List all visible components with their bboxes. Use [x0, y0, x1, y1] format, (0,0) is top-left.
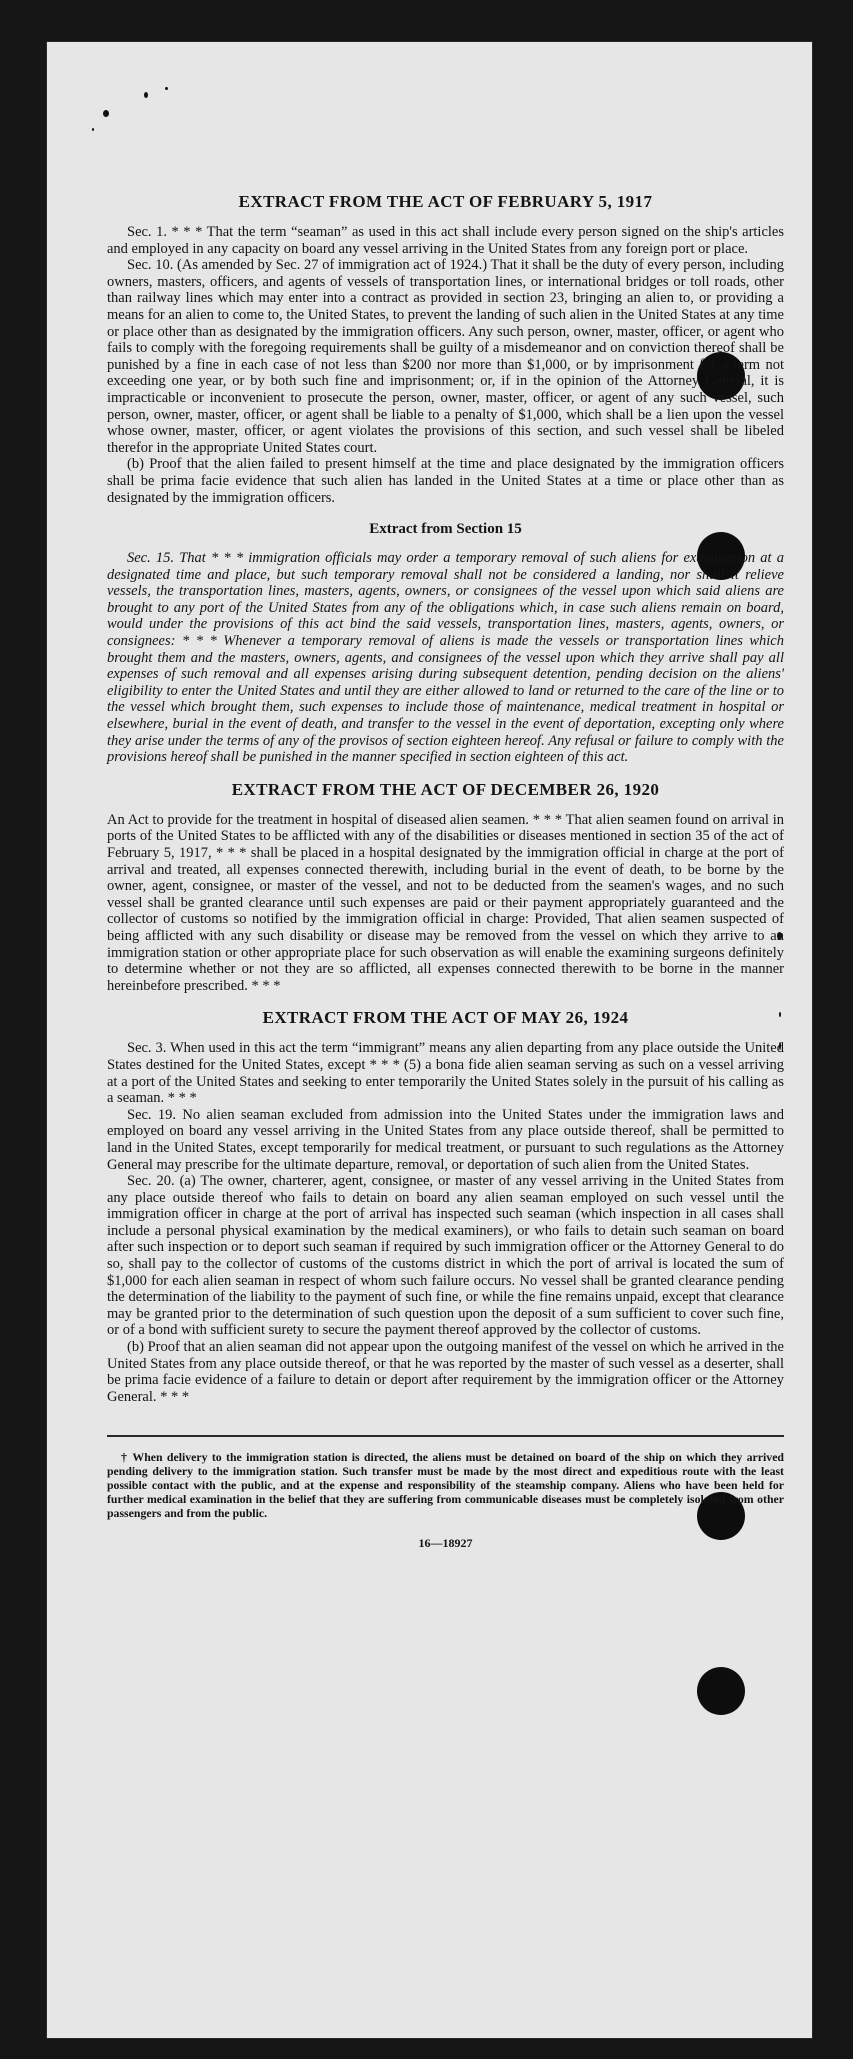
- speck: [92, 128, 94, 131]
- section-title-may-1924: EXTRACT FROM THE ACT OF MAY 26, 1924: [262, 1008, 629, 1028]
- section-title-feb-1917: EXTRACT FROM THE ACT OF FEBRUARY 5, 1917: [238, 192, 653, 211]
- punch-hole: [697, 1667, 745, 1715]
- paragraph-sec-15: Sec. 15. That * * * immigration officials may order a temporary removal of such aliens for examination at a designated time and place, but such temporary removal shall not be considered a landing, nor shall it relieve vessels, the transportation lines, masters, agents, owners, or consignees of the vessel upon which said aliens are brought to any port of the United States from any of the obligations which, in case such aliens remain on board, would under the provisions of this act bind the said vessels, transportation lines, masters, agents, owners, or consignees: * * * Whenever a temporary removal of aliens is made the vessels or transportation lines which brought them and the masters, owners, agents, and consignees of the vessel upon which they arrive shall pay all expenses of such removal and all expenses arising during subsequent detention, pending decision on the aliens' eligibility to enter the United States and until they are either allowed to land or returned to the care of the line or to the vessel which brought them, such expenses to include those of maintenance, medical treatment in hospital or elsewhere, burial in the event of death, and transfer to the vessel in the event of deportation, excepting only where they arise under the terms of any of the provisos of section eighteen hereof. Any refusal or failure to comply with the provisions hereof shall be punished in the manner specified in section eighteen of this act.: [107, 550, 784, 766]
- paragraph-sec-19: Sec. 19. No alien seaman excluded from admission into the United States under the immigration laws and employed on board any vessel arriving in the United States from any place outside thereof, shall be permitted to land in the United States, except temporarily for medical treatment, or pursuant to such regulations as the Attorney General may prescribe for the ultimate departure, removal, or deportation of such alien from the United States.: [107, 1106, 784, 1173]
- speck: [144, 92, 148, 98]
- document-page: [47, 42, 812, 2038]
- paragraph-sec-20-b: (b) Proof that an alien seaman did not appear upon the outgoing manifest of the vessel on which he arrived in the United States from any place outside thereof, or that he was reported by the master of such vessel as a deserter, shall be prima facie evidence of a failure to detain or deport after requirement by the immigration officer or the Attorney General. * * *: [107, 1339, 784, 1405]
- footnote-text: † When delivery to the immigration station is directed, the aliens must be detained on board of the ship on which they arrived pending delivery to the immigration station. Such transfer must be made by the most direct and expeditious route with the least possible contact with the public, and at the expense and responsibility of the steamship company. Aliens who have been held for further medical examination in the belief that they are suffering from communicable diseases must be completely isolated from other passengers and from the public.: [107, 1450, 784, 1520]
- paragraph-act-dec-1920: An Act to provide for the treatment in hospital of diseased alien seamen. * * * That alien seamen found on arrival in ports of the United States to be afflicted with any of the disabilities or diseases mentioned in section 35 of the act of February 5, 1917, * * * shall be placed in a hospital designated by the immigration official in charge at the port of arrival and treated, all expenses connected therewith, including burial in the event of death, to be borne by the owner, agent, consignee, or master of the vessel, and not to be deducted from the seamen's wages, and no such vessel shall be granted clearance until such expenses are paid or their payment appropriately guaranteed and the collector of customs so notified by the immigration official in charge: Provided, That alien seamen suspected of being afflicted with any such disability or disease may be removed from the vessel on which they arrive to an immigration station or other appropriate place for such observation as will enable the examining surgeons definitely to determine whether or not they are so afflicted, all expenses connected therewith to be borne in the manner hereinbefore prescribed. * * *: [107, 811, 784, 994]
- page-identifier: 16—18927: [418, 1536, 473, 1551]
- paragraph-sec-1: Sec. 1. * * * That the term “seaman” as used in this act shall include every person signed on the ship's articles and employed in any capacity on board any vessel arriving in the United States from any foreign port or place.: [107, 224, 784, 257]
- section-title-dec-1920: EXTRACT FROM THE ACT OF DECEMBER 26, 1920: [231, 779, 660, 799]
- footnote: [107, 1451, 784, 1520]
- speck: [103, 110, 109, 117]
- paragraph-sec-3: Sec. 3. When used in this act the term “immigrant” means any alien departing from any place outside the United States destined for the United States, except * * * (5) a bona fide alien seaman serving as such on a vessel arriving at a port of the United States and seeking to enter temporarily the United States solely in the pursuit of his calling as a seaman. * * *: [107, 1040, 784, 1107]
- document-body: [107, 192, 784, 1551]
- footnote-divider: [107, 1435, 784, 1437]
- speck: [165, 87, 168, 90]
- paragraph-sec-20-a: Sec. 20. (a) The owner, charterer, agent, consignee, or master of any vessel arriving in the United States from any place outside thereof who fails to detain on board any alien seaman employed on such vessel until the immigration officer in charge at the port of arrival has inspected such seaman (which inspection in all cases shall include a personal physical examination by the medical examiners), or who fails to detain such seaman on board after such inspection or to deport such seaman if required by such immigration officer or the Attorney General to do so, shall pay to the collector of customs of the customs district in which the port of arrival is located the sum of $1,000 for each alien seaman in respect of whom such failure occurs. No vessel shall be granted clearance pending the determination of the liability to the payment of such fine, or while the fine remains unpaid, except that clearance may be granted prior to the determination of such question upon the deposit of a sum sufficient to cover such fine, or of a bond with sufficient surety to secure the payment thereof approved by the collector of customs.: [107, 1173, 784, 1339]
- paragraph-sec-10: Sec. 10. (As amended by Sec. 27 of immigration act of 1924.) That it shall be the duty of every person, including owners, masters, officers, and agents of vessels of transportation lines, or international bridges or toll roads, other than railway lines which may enter into a contract as provided in section 23, bringing an alien to, or providing a means for an alien to come to, the United States, to prevent the landing of such alien in the United States at any time or place other than as designated by the immigration officers. Any such person, owner, master, officer, or agent who fails to comply with the foregoing requirements shall be guilty of a misdemeanor and on conviction thereof shall be punished by a fine in each case of not less than $200 nor more than $1,000, or by imprisonment for a term not exceeding one year, or by both such fine and imprisonment; or, if in the opinion of the Attorney General, it is impracticable or inconvenient to prosecute the person, owner, master, officer, or agent of any such vessel, such person, owner, master, officer, or agent shall be liable to a penalty of $1,000, which shall be a lien upon the vessel whose owner, master, officer, or agent violates the provisions of this section, and such vessel shall be libeled therefor in the appropriate United States court.: [107, 257, 784, 456]
- paragraph-sec-10-b: (b) Proof that the alien failed to present himself at the time and place designated by the immigration officers shall be prima facie evidence that such alien has landed in the United States at a time or place other than as designated by the immigration officers.: [107, 456, 784, 506]
- subsection-title-sec-15: Extract from Section 15: [369, 521, 522, 538]
